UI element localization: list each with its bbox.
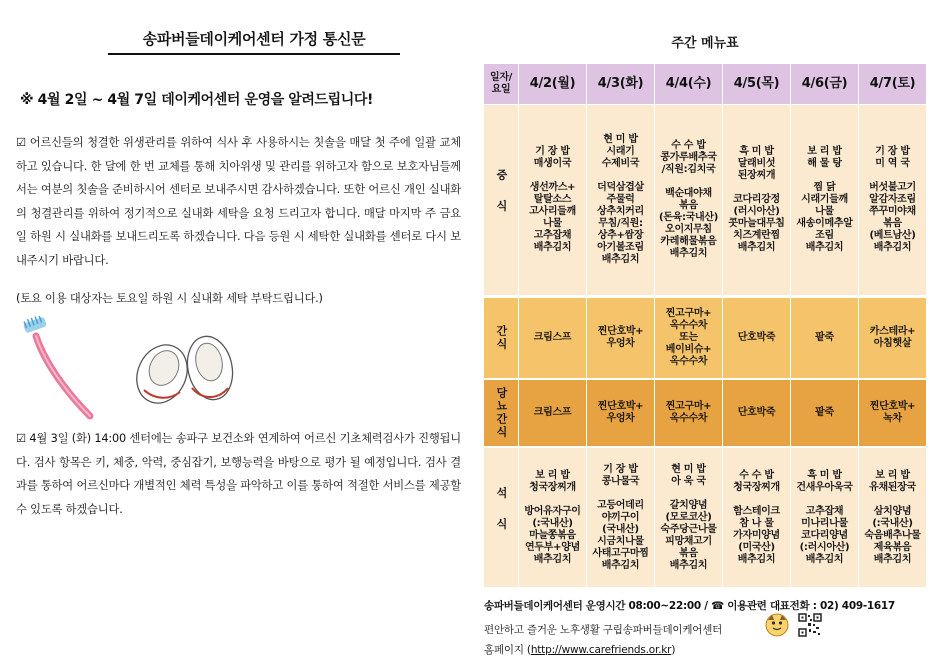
dinner-side-dish: 배추김치 xyxy=(669,559,708,571)
dinner-side-dish: 볶음 xyxy=(679,547,698,559)
toothbrush-slippers-paragraph: ☑ 어르신들의 청결한 위생관리를 위하여 식사 후 사용하시는 칫솔을 매달 첫 주에 일괄 교체하고 있습니다. 한 달에 한 번 교체를 통해 치아위생 및 관리를 위하고자 함으로 보호자님들께서는 여분의 칫솔을 준비하시어 센터로 보내주시면 감사하겠습니다. 또한 어르신 개인 실내화의 청결관리를 위하여 정기적으로 실내화 세탁을 요청 드리고자 합니다. 매달 마지막 주 금요일 하원 시 실내화를 보내드리도록 하겠습니다. 다음 등원 시 세탁한 실내화를 센터로 다시 보내주시기 바랍니다. xyxy=(16,136,461,267)
dinner-side-dish: 숙음배추나물 xyxy=(864,529,921,541)
lunch-side-dish: 배추김치 xyxy=(601,254,640,265)
lunch-side-dish: 주물럭 xyxy=(606,194,635,205)
dinner-menu-stack xyxy=(796,470,852,566)
dinner-side-dish: (:국내산) xyxy=(532,517,573,529)
lunch-menu-stack xyxy=(728,146,784,254)
snack-menu-cell xyxy=(518,298,586,378)
dinner-side-dish: 연두부+양념 xyxy=(525,541,580,553)
dinner-main-dish: 흑 미 밥 xyxy=(807,469,842,481)
snack-menu-stack xyxy=(666,308,712,368)
lunch-side-dish: 무침/직원: xyxy=(598,218,643,229)
row-label-dinner: 석식 xyxy=(495,486,508,549)
dinner-main-dish: 청국장찌개 xyxy=(529,481,576,493)
snack-item: 베이비슈+ xyxy=(665,344,712,355)
dinner-side-dish: 미나리나물 xyxy=(801,517,848,529)
night-menu-stack xyxy=(598,401,644,425)
night-menu-stack xyxy=(815,407,834,419)
day-header: 4/7(토) xyxy=(858,64,926,104)
dinner-side-dish: 방어유자구이 xyxy=(524,505,581,517)
lunch-menu-cell xyxy=(790,105,858,295)
snack-menu-cell xyxy=(654,298,722,378)
lunch-menu-cell xyxy=(518,105,586,295)
snack-item: 우엉차 xyxy=(606,338,635,349)
lunch-side-dish: 고사리들깨 xyxy=(529,206,576,217)
lunch-side-dish: (돈육:국내산) xyxy=(658,212,719,223)
lunch-side-dish: 버섯불고기 xyxy=(869,182,916,193)
snack-menu-stack xyxy=(815,332,834,344)
snack-item: 아침햇살 xyxy=(873,338,912,349)
dinner-row xyxy=(484,448,926,587)
dinner-menu-cell xyxy=(790,448,858,587)
slippers-illustration xyxy=(130,326,245,408)
dinner-side-dish: 삼치양념 xyxy=(873,505,912,517)
lunch-menu-stack xyxy=(796,146,852,254)
lunch-side-dish: 코다리강정 xyxy=(733,194,780,205)
lunch-side-dish: (베트남산) xyxy=(869,230,916,241)
snack-menu-stack xyxy=(534,332,571,344)
notice-heading: ※ 4월 2일 ~ 4월 7일 데이케어센터 운영을 알려드립니다! xyxy=(20,92,374,108)
lunch-side-dish: (러시아산) xyxy=(733,206,780,217)
dinner-main-dish: 청국장찌개 xyxy=(733,481,780,493)
toothbrush-illustration xyxy=(20,316,100,421)
night-item: 단호박죽 xyxy=(737,407,776,418)
dinner-side-dish: 사태고구마찜 xyxy=(592,547,649,559)
lunch-main-dish: 콩가루배추국 xyxy=(660,152,717,163)
snack-menu-stack xyxy=(598,326,644,350)
lunch-side-dish: 상추+쌈장 xyxy=(597,230,644,241)
dinner-main-dish: 콩나물국 xyxy=(601,475,640,487)
dinner-side-dish: (미국산) xyxy=(738,541,775,553)
lunch-main-dish: 기 장 밥 xyxy=(875,146,910,157)
night-item: 찐단호박+ xyxy=(597,401,644,412)
dinner-side-dish: 배추김치 xyxy=(737,553,776,565)
dinner-side-dish: 함스테이크 xyxy=(733,505,780,517)
lunch-side-dish: 찜 닭 xyxy=(813,182,836,193)
night-menu-stack xyxy=(738,407,775,419)
snack-menu-cell xyxy=(722,298,790,378)
snack-row xyxy=(484,298,926,378)
qr-code-icon xyxy=(798,613,822,637)
dinner-menu-stack xyxy=(733,470,780,566)
snack-item: 팥죽 xyxy=(815,332,834,343)
lunch-main-dish: 현 미 밥 xyxy=(603,134,638,145)
night-item: 우엉차 xyxy=(606,413,635,424)
lunch-side-dish: 쭈꾸미야채 xyxy=(869,206,916,217)
center-logo-icon xyxy=(765,613,789,637)
dinner-main-dish: 아 욱 국 xyxy=(671,475,706,487)
lunch-side-dish: 치즈계란찜 xyxy=(733,230,780,241)
day-header: 4/6(금) xyxy=(790,64,858,104)
day-header: 4/3(화) xyxy=(586,64,654,104)
dinner-side-dish: 제육볶음 xyxy=(873,541,912,553)
lunch-main-dish: 달래비섯 xyxy=(737,158,776,169)
snack-item: 크림스프 xyxy=(533,332,572,343)
lunch-side-dish: 새송이메추알 xyxy=(796,218,853,229)
night-item: 녹차 xyxy=(883,413,902,424)
dinner-side-dish: 고추잡채 xyxy=(805,505,844,517)
dinner-main-dish: 건새우아욱국 xyxy=(796,481,853,493)
dinner-side-dish: 배추김치 xyxy=(805,553,844,565)
snack-item: 찐단호박+ xyxy=(597,326,644,337)
lunch-side-dish: 콧마늘대무침 xyxy=(728,218,785,229)
weekly-menu-title: 주간 메뉴표 xyxy=(671,36,739,51)
snack-item: 단호박죽 xyxy=(737,332,776,343)
day-header: 4/4(수) xyxy=(654,64,722,104)
lunch-side-dish: 조림 xyxy=(815,230,834,241)
dinner-side-dish: 가자미양념 xyxy=(733,529,780,541)
night-menu-cell xyxy=(790,380,858,446)
dinner-main-dish: 수 수 밥 xyxy=(739,469,774,481)
snack-item: 옥수수차 xyxy=(669,356,708,367)
dinner-side-dish: 코다리양념 xyxy=(801,529,848,541)
snack-menu-stack xyxy=(870,326,916,350)
lunch-main-dish: 시래기 xyxy=(606,146,635,157)
lunch-main-dish: /직원:김치국 xyxy=(661,164,716,175)
lunch-main-dish: 기 장 밥 xyxy=(535,146,570,157)
row-label-diabetic-snack: 당뇨간식 xyxy=(495,387,508,439)
row-label-lunch: 중식 xyxy=(495,169,508,231)
night-menu-cell xyxy=(586,380,654,446)
homepage-label: 홈페이지 ( xyxy=(484,644,531,656)
homepage-line xyxy=(484,642,675,657)
homepage-link[interactable]: http://www.carefriends.or.kr xyxy=(530,644,672,656)
lunch-menu-cell xyxy=(654,105,722,295)
lunch-side-dish: 탈탈소스 xyxy=(533,194,572,205)
menu-header-row xyxy=(484,64,926,104)
dinner-menu-stack xyxy=(864,470,920,566)
lunch-menu-cell xyxy=(586,105,654,295)
dinner-main-dish: 기 장 밥 xyxy=(603,463,638,475)
night-item: 찐고구마+ xyxy=(665,401,712,412)
dinner-side-dish: 고등어데리 xyxy=(597,499,644,511)
dinner-menu-cell xyxy=(654,448,722,587)
snack-menu-cell xyxy=(858,298,926,378)
lunch-side-dish: 배추김치 xyxy=(873,242,912,253)
center-slogan: 편안하고 즐거운 노후생활 구립송파버들데이케어센터 xyxy=(484,624,723,636)
corner-label xyxy=(484,64,518,104)
snack-menu-stack xyxy=(738,332,775,344)
lunch-main-dish: 매생이국 xyxy=(533,158,572,169)
lunch-side-dish: 백순대야채 xyxy=(665,188,712,199)
dinner-side-dish: (:국내산) xyxy=(872,517,913,529)
newsletter-title: 송파버들데이케어센터 가정 통신문 xyxy=(108,28,400,55)
snack-item: 찐고구마+ xyxy=(665,308,712,319)
snack-item: 카스테라+ xyxy=(869,326,916,337)
lunch-row xyxy=(484,105,926,295)
row-label-snack: 간식 xyxy=(495,325,508,351)
operating-hours-phone: 송파버들데이케어센터 운영시간 08:00~22:00 / ☎ 이용관련 대표전화 : 02) 409-1617 xyxy=(484,600,895,612)
dinner-side-dish: 참 나 물 xyxy=(739,517,774,529)
lunch-side-dish: 카레해물볶음 xyxy=(660,236,717,247)
dinner-menu-cell xyxy=(722,448,790,587)
night-menu-cell xyxy=(654,380,722,446)
dinner-side-dish: 피망채고기 xyxy=(665,535,712,547)
lunch-main-dish: 미 역 국 xyxy=(875,158,910,169)
dinner-side-dish: 숙주당근나물 xyxy=(660,523,717,535)
snack-menu-cell xyxy=(790,298,858,378)
lunch-main-dish: 수제비국 xyxy=(601,158,640,169)
corner-label-line: 요일 xyxy=(491,84,511,95)
lunch-side-dish: 볶음 xyxy=(883,218,902,229)
night-menu-cell xyxy=(518,380,586,446)
night-item: 옥수수차 xyxy=(669,413,708,424)
lunch-side-dish: 배추김치 xyxy=(533,242,572,253)
lunch-side-dish: 시래기들깨 xyxy=(801,194,848,205)
lunch-main-dish: 흑 미 밥 xyxy=(739,146,774,157)
dinner-side-dish: 배추김치 xyxy=(873,553,912,565)
night-menu-stack xyxy=(534,407,571,419)
lunch-side-dish: 아기볼조림 xyxy=(597,242,644,253)
lunch-side-dish: 나물 xyxy=(815,206,834,217)
lunch-side-dish: 생선까스+ xyxy=(529,182,576,193)
night-item: 크림스프 xyxy=(533,407,572,418)
lunch-menu-cell xyxy=(858,105,926,295)
lunch-main-dish: 해 물 탕 xyxy=(807,158,842,169)
weekly-menu-table xyxy=(484,64,926,587)
dinner-side-dish: 배추김치 xyxy=(533,553,572,565)
lunch-side-dish: 더덕삼겹살 xyxy=(597,182,644,193)
dinner-side-dish: 배추김치 xyxy=(601,559,640,571)
lunch-side-dish: 배추김치 xyxy=(669,248,708,259)
dinner-menu-stack xyxy=(524,470,580,566)
lunch-side-dish: 고추잡채 xyxy=(533,230,572,241)
lunch-side-dish: 오이지무침 xyxy=(665,224,712,235)
lunch-side-dish: 배추김치 xyxy=(805,242,844,253)
saturday-note: (토요 이용 대상자는 토요일 하원 시 실내화 세탁 부탁드립니다.) xyxy=(16,292,323,305)
snack-menu-cell xyxy=(586,298,654,378)
dinner-main-dish: 보 리 밥 xyxy=(875,469,910,481)
lunch-main-dish: 된장찌개 xyxy=(737,170,776,181)
snack-item: 또는 xyxy=(679,332,698,343)
dinner-side-dish: 마늘쫑볶음 xyxy=(529,529,576,541)
lunch-side-dish: 배추김치 xyxy=(737,242,776,253)
dinner-side-dish: 야끼구이 xyxy=(601,511,640,523)
dinner-side-dish: 시금치나물 xyxy=(597,535,644,547)
night-menu-stack xyxy=(870,401,916,425)
lunch-main-dish: 수 수 밥 xyxy=(671,140,706,151)
lunch-menu-cell xyxy=(722,105,790,295)
dinner-side-dish: (국내산) xyxy=(602,523,639,535)
dinner-side-dish: (모로코산) xyxy=(665,511,712,523)
dinner-main-dish: 유채된장국 xyxy=(869,481,916,493)
lunch-side-dish: 나물 xyxy=(543,218,562,229)
lunch-menu-stack xyxy=(659,140,718,260)
lunch-menu-stack xyxy=(597,134,644,266)
dinner-side-dish: 갈치양념 xyxy=(669,499,708,511)
dinner-main-dish: 현 미 밥 xyxy=(671,463,706,475)
night-menu-stack xyxy=(666,401,712,425)
dinner-menu-stack xyxy=(592,464,648,572)
corner-label-line: 일자/ xyxy=(489,72,513,83)
lunch-main-dish: 보 리 밥 xyxy=(807,146,842,157)
snack-item: 옥수수차 xyxy=(669,320,708,331)
dinner-menu-cell xyxy=(858,448,926,587)
dinner-menu-cell xyxy=(586,448,654,587)
night-menu-cell xyxy=(722,380,790,446)
dinner-menu-cell xyxy=(518,448,586,587)
diabetic-snack-row xyxy=(484,380,926,446)
lunch-menu-stack xyxy=(529,146,576,254)
day-header: 4/2(월) xyxy=(518,64,586,104)
dinner-main-dish: 보 리 밥 xyxy=(535,469,570,481)
lunch-side-dish: 볶음 xyxy=(679,200,698,211)
night-item: 찐단호박+ xyxy=(869,401,916,412)
lunch-side-dish: 알감자조림 xyxy=(869,194,916,205)
dinner-side-dish: (:러시아산) xyxy=(799,541,850,553)
night-menu-cell xyxy=(858,380,926,446)
dinner-menu-stack xyxy=(660,464,716,572)
day-header: 4/5(목) xyxy=(722,64,790,104)
homepage-close: ) xyxy=(671,644,676,656)
lunch-menu-stack xyxy=(869,146,916,254)
fitness-test-paragraph: ☑ 4월 3일 (화) 14:00 센터에는 송파구 보건소와 연계하여 어르신 기초체력검사가 진행됩니다. 검사 항목은 키, 체중, 악력, 중심잡기, 보행능력을 바탕으로 평가 될 예정입니다. 검사 결과를 통하여 어르신마다 개별적인 체력 특성을 파악하고 이를 통하여 적절한 서비스를 제공할 수 있도록 하겠습니다. xyxy=(16,432,461,516)
lunch-side-dish: 상추치커리 xyxy=(597,206,644,217)
night-item: 팥죽 xyxy=(815,407,834,418)
